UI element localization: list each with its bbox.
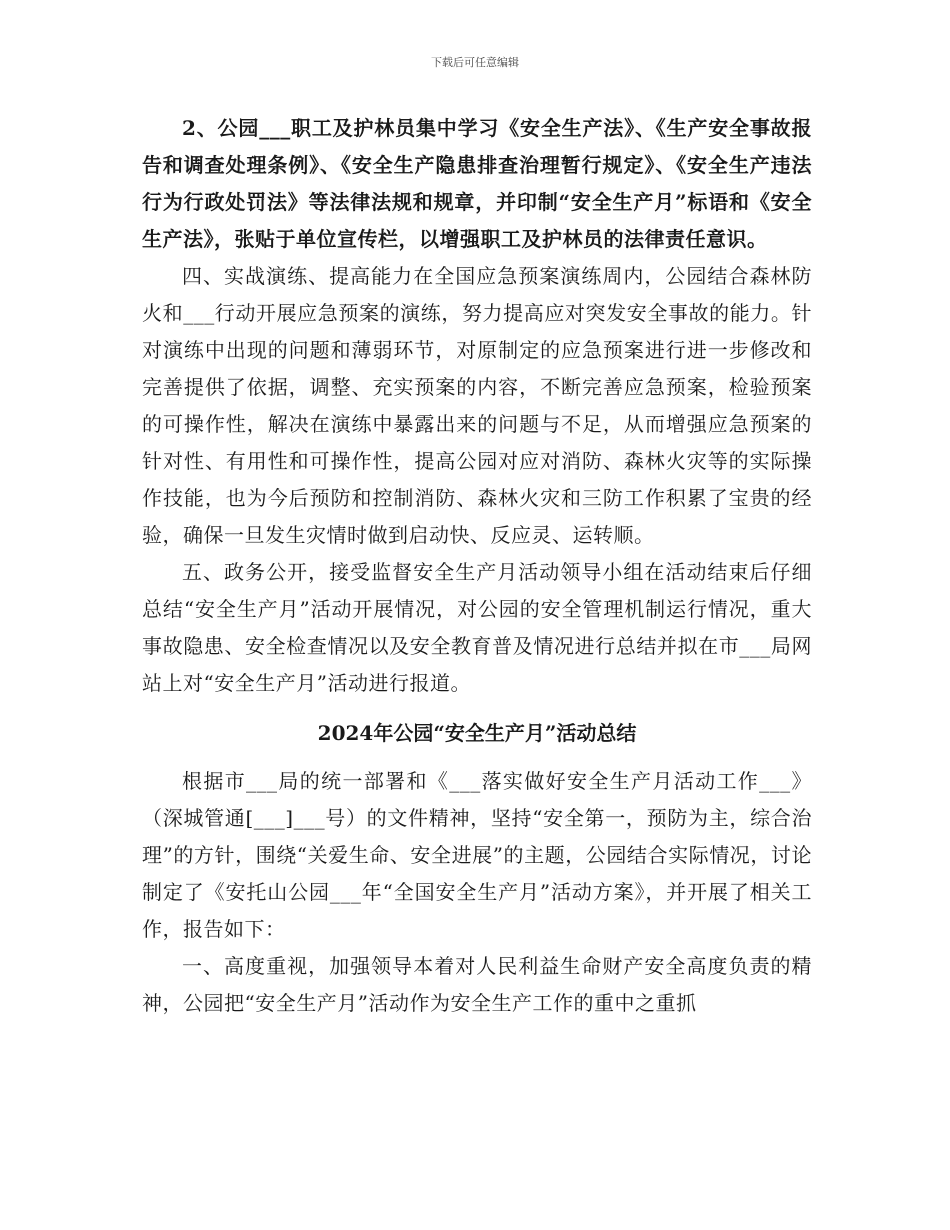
paragraph-item-2: 2、公园___职工及护林员集中学习《安全生产法》、《生产安全事故报告和调查处理条例》、《安全生产隐患排查治理暂行规定》、《安全生产违法行为行政处罚法》等法律法规和规章，并印制“安全生产月”标语和《安全生产法》，张贴于单位宣传栏，以增强职工及护林员的法律责任意识。	[142, 116, 812, 251]
paragraph-section-4: 四、实战演练、提高能力在全国应急预案演练周内，公园结合森林防火和___行动开展应急预案的演练，努力提高应对突发安全事故的能力。针对演练中出现的问题和薄弱环节，对原制定的应急预案进行进一步修改和完善提供了依据，调整、充实预案的内容，不断完善应急预案，检验预案的可操作性，解决在演练中暴露出来的问题与不足，从而增强应急预案的针对性、有用性和可操作性，提高公园对应对消防、森林火灾等的实际操作技能，也为今后预防和控制消防、森林火灾和三防工作积累了宝贵的经验，确保一旦发生灾情时做到启动快、反应灵、运转顺。	[142, 264, 812, 547]
paragraph-section-5: 五、政务公开，接受监督安全生产月活动领导小组在活动结束后仔细总结“安全生产月”活动开展情况，对公园的安全管理机制运行情况，重大事故隐患、安全检查情况以及安全教育普及情况进行总结并拟在市___局网站上对“安全生产月”活动进行报道。	[142, 560, 812, 695]
document-title: 2024年公园“安全生产月”活动总结	[317, 721, 637, 745]
paragraph-section-1: 一、高度重视，加强领导本着对人民利益生命财产安全高度负责的精神，公园把“安全生产月”活动作为安全生产工作的重中之重抓	[142, 954, 812, 1015]
page-header: 下载后可任意编辑	[431, 56, 519, 69]
document-body	[142, 110, 812, 1022]
paragraph-intro: 根据市___局的统一部署和《___落实做好安全生产月活动工作___》（深城管通[___]___号）的文件精神，坚持“安全第一，预防为主，综合治理”的方针，围绕“关爱生命、安全进展”的主题，公园结合实际情况，讨论制定了《安托山公园___年“全国安全生产月”活动方案》，并开展了相关工作，报告如下：	[142, 769, 812, 941]
